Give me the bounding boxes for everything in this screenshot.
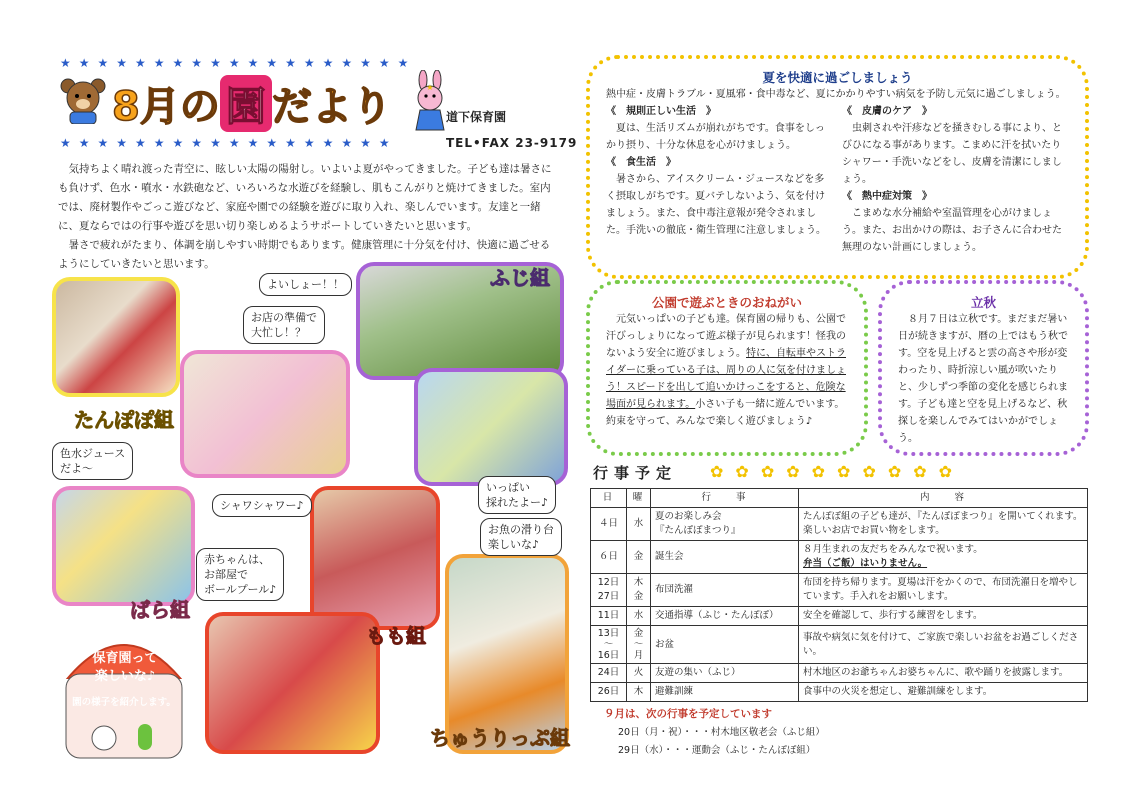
park-text-1: 元気いっぱいの子ども達。保育園の帰りも、公園で汗びっしょりになって遊ぶ様子が見られます！怪我のないよう安全に遊びましょう。 bbox=[606, 314, 846, 359]
speech-bubble-juice: 色水ジュース だよ～ bbox=[52, 442, 133, 480]
row-event: 夏のお楽しみ会 『たんぽぽまつり』 bbox=[651, 508, 799, 541]
school-name: 道下保育園 bbox=[446, 110, 507, 124]
park-text-underline: 特に、自転車やストライダーに乗っている子は、周りの人に気を付けましょう！スピードを出して追いかけっこをすると、危険な場面が見られます。 bbox=[606, 348, 846, 410]
bunny-icon bbox=[412, 70, 448, 132]
row-event: 布団洗濯 bbox=[651, 574, 799, 607]
table-row bbox=[591, 664, 1088, 683]
park-text-2: 小さい子も一緒に遊んでいます。約束を守って、みんなで楽しく遊びましょう♪ bbox=[606, 399, 845, 427]
row-event: お盆 bbox=[651, 626, 799, 664]
row-detail bbox=[799, 541, 1088, 574]
summer-h4: 《 熱中症対策 》 bbox=[842, 191, 932, 202]
park-title: 公園で遊ぶときのおねがい bbox=[651, 295, 802, 310]
row-detail: 村木地区のお爺ちゃんお婆ちゃんに、歌や踊りを披露します。 bbox=[799, 664, 1088, 683]
table-row bbox=[591, 541, 1088, 574]
next-month-title: ９月は、次の行事を予定しています bbox=[604, 708, 772, 720]
decorative-stars-top: ★★★★★★★★★★★★★★★★★★★ bbox=[60, 56, 417, 70]
house-caption-line1: 保育園って bbox=[92, 651, 158, 666]
row-day: 26日 bbox=[591, 683, 627, 702]
label-bara: ばら組 bbox=[130, 598, 190, 622]
intro-text bbox=[58, 160, 554, 274]
risshu-text: ８月７日は立秋です。まだまだ暑い日が続きますが、暦の上ではもう秋です。空を見上げると雲の高さや形が変わったり、時折涼しい風が吹いたりと、少しずつ季節の変化を感じられます。子ども達と空を見上げるなど、秋探しを楽しんでみてはいかがでしょう。 bbox=[898, 314, 1068, 444]
summer-t1: 夏は、生活リズムが崩れがちです。食事をしっかり摂り、十分な休息を心がけましょう。 bbox=[606, 123, 825, 151]
header-dow: 曜 bbox=[627, 489, 651, 508]
speech-bubble-fish-slide: お魚の滑り台 楽しいな♪ bbox=[480, 518, 562, 556]
speech-bubble-shower: シャワシャワー♪ bbox=[212, 494, 312, 517]
speech-bubble-ballpool: 赤ちゃんは、 お部屋で ボールプール♪ bbox=[196, 548, 284, 601]
table-row bbox=[591, 508, 1088, 541]
row-dow: 水 bbox=[627, 607, 651, 626]
risshu-title: 立秋 bbox=[970, 295, 996, 310]
summer-lead: 熱中症・皮膚トラブル・夏風邪・食中毒など、夏にかかりやすい病気を予防し元気に過ごしましょう。 bbox=[606, 89, 1066, 100]
table-row bbox=[591, 574, 1088, 607]
row-dow: 水 bbox=[627, 508, 651, 541]
row-day: ４日 bbox=[591, 508, 627, 541]
summer-h2: 《 食生活 》 bbox=[606, 157, 676, 168]
row-detail: 事故や病気に気を付けて、ご家族で楽しいお盆をお過ごしください。 bbox=[799, 626, 1088, 664]
row-event: 避難訓練 bbox=[651, 683, 799, 702]
header-detail: 内 容 bbox=[799, 489, 1088, 508]
schedule-title: 行事予定 bbox=[593, 464, 678, 482]
bear-icon bbox=[58, 74, 108, 124]
svg-text:★: ★ bbox=[426, 83, 434, 92]
row-dow: 木 bbox=[627, 683, 651, 702]
photo-ball-pool bbox=[205, 612, 380, 754]
row-event: 誕生会 bbox=[651, 541, 799, 574]
row-dow: 火 bbox=[627, 664, 651, 683]
newsletter-title: 8月の 園 だより bbox=[112, 75, 392, 132]
house-subcaption: 園の様子を紹介します。 bbox=[72, 697, 176, 708]
intro-paragraph-1: 気持ちよく晴れ渡った青空に、眩しい太陽の陽射し。いよいよ夏がやってきました。子ども達は暑さにも負けず、色水・噴水・水鉄砲など、いろいろな水遊びを経験し、肌もこんがりと焼けてきました。室内では、廃材製作やごっこ遊びなど、家庭や園での経験を遊びに取り入れ、楽しんでいます。友達と一緒に、夏ならではの行事や遊びを思い切り楽しめるようサポートしていきたいと思います。 bbox=[58, 163, 552, 232]
summer-h3: 《 皮膚のケア 》 bbox=[842, 106, 932, 117]
photo-shop bbox=[180, 350, 350, 478]
schedule-table bbox=[590, 488, 1088, 702]
risshu-box bbox=[878, 280, 1089, 456]
next-month-event-2: 29日（水）・・・運動会（ふじ・たんぽぽ組） bbox=[618, 745, 816, 756]
label-tanpopo: たんぽぽ組 bbox=[74, 408, 174, 432]
label-fuji: ふじ組 bbox=[490, 266, 550, 290]
row-day: ６日 bbox=[591, 541, 627, 574]
row-day: 24日 bbox=[591, 664, 627, 683]
summer-title: 夏を快適に過ごしましょう bbox=[762, 70, 913, 85]
schedule-header-row bbox=[591, 489, 1088, 508]
speech-bubble-shop: お店の準備で 大忙し！？ bbox=[243, 306, 325, 344]
house-caption bbox=[68, 650, 182, 686]
next-month-event-1: 20日（月・祝）・・・村木地区敬老会（ふじ組） bbox=[618, 727, 825, 738]
decorative-stars-bottom: ★★★★★★★★★★★★★★★★★★ bbox=[60, 136, 398, 150]
table-row bbox=[591, 607, 1088, 626]
table-row bbox=[591, 683, 1088, 702]
label-momo: もも組 bbox=[366, 624, 426, 648]
house-illustration bbox=[58, 620, 190, 762]
summer-t3: 虫刺されや汗疹などを掻きむしる事により、とびひになる事があります。こまめに汗を拭いたりシャワー・手洗いなどをし、皮膚を清潔にしましょう。 bbox=[842, 123, 1062, 185]
summer-t2: 暑さから、アイスクリーム・ジュースなどを多く摂取しがちです。夏バテしないよう、気を付けましょう。また、食中毒注意報が発令されました。手洗いの徹底・衛生管理に注意しましょう。 bbox=[606, 174, 826, 236]
label-churippu: ちゅうりっぷ組 bbox=[430, 726, 570, 750]
header-event: 行 事 bbox=[651, 489, 799, 508]
row-detail: 安全を確認して、歩行する練習をします。 bbox=[799, 607, 1088, 626]
summer-health-box bbox=[586, 55, 1089, 279]
photo-bara bbox=[52, 486, 195, 606]
intro-paragraph-2: 暑さで疲れがたまり、体調を崩しやすい時期でもあります。健康管理に十分気を付け、快適に過ごせるようにしていきたいと思います。 bbox=[58, 239, 551, 270]
photo-tanpopo bbox=[52, 277, 180, 397]
row-dow: 金 ～ 月 bbox=[627, 626, 651, 664]
table-row bbox=[591, 626, 1088, 664]
row-detail-line1: ８月生まれの友だちをみんなで祝います。 bbox=[803, 544, 983, 555]
summer-t4: こまめな水分補給や室温管理を心がけましょう。また、お出かけの際は、お子さんに合わせた無理のない計画にしましょう。 bbox=[842, 208, 1062, 253]
row-event: 交通指導（ふじ・たんぽぽ） bbox=[651, 607, 799, 626]
row-detail: たんぽぽ組の子ども達が、『たんぽぽまつり』を開いてくれます。楽しいお店でお買い物をします。 bbox=[799, 508, 1088, 541]
speech-bubble-harvest: いっぱい 採れたよー♪ bbox=[478, 476, 556, 514]
photo-momo-shower bbox=[310, 486, 440, 630]
row-day: 12日 27日 bbox=[591, 574, 627, 607]
park-rules-box bbox=[586, 280, 868, 456]
sunflower-icons: ✿✿✿✿✿✿✿✿✿✿ bbox=[710, 462, 965, 481]
photo-harvest bbox=[414, 368, 568, 486]
speech-bubble-yoisho: よいしょー！！ bbox=[259, 273, 352, 296]
row-event: 友遊の集い（ふじ） bbox=[651, 664, 799, 683]
row-detail: 布団を持ち帰ります。夏場は汗をかくので、布団洗濯日を増やしています。手入れをお願いします。 bbox=[799, 574, 1088, 607]
summer-h1: 《 規則正しい生活 》 bbox=[606, 106, 716, 117]
header-day: 日 bbox=[591, 489, 627, 508]
row-dow: 金 bbox=[627, 541, 651, 574]
row-detail: 食事中の火災を想定し、避難訓練をします。 bbox=[799, 683, 1088, 702]
row-day: 13日 ～ 16日 bbox=[591, 626, 627, 664]
row-dow: 木 金 bbox=[627, 574, 651, 607]
house-caption-line2: 楽しいな♪ bbox=[94, 669, 156, 684]
row-detail-line2: 弁当（ご飯）はいりません。 bbox=[803, 558, 928, 569]
row-day: 11日 bbox=[591, 607, 627, 626]
tel-fax: TEL•FAX 23-9179 bbox=[446, 136, 578, 150]
